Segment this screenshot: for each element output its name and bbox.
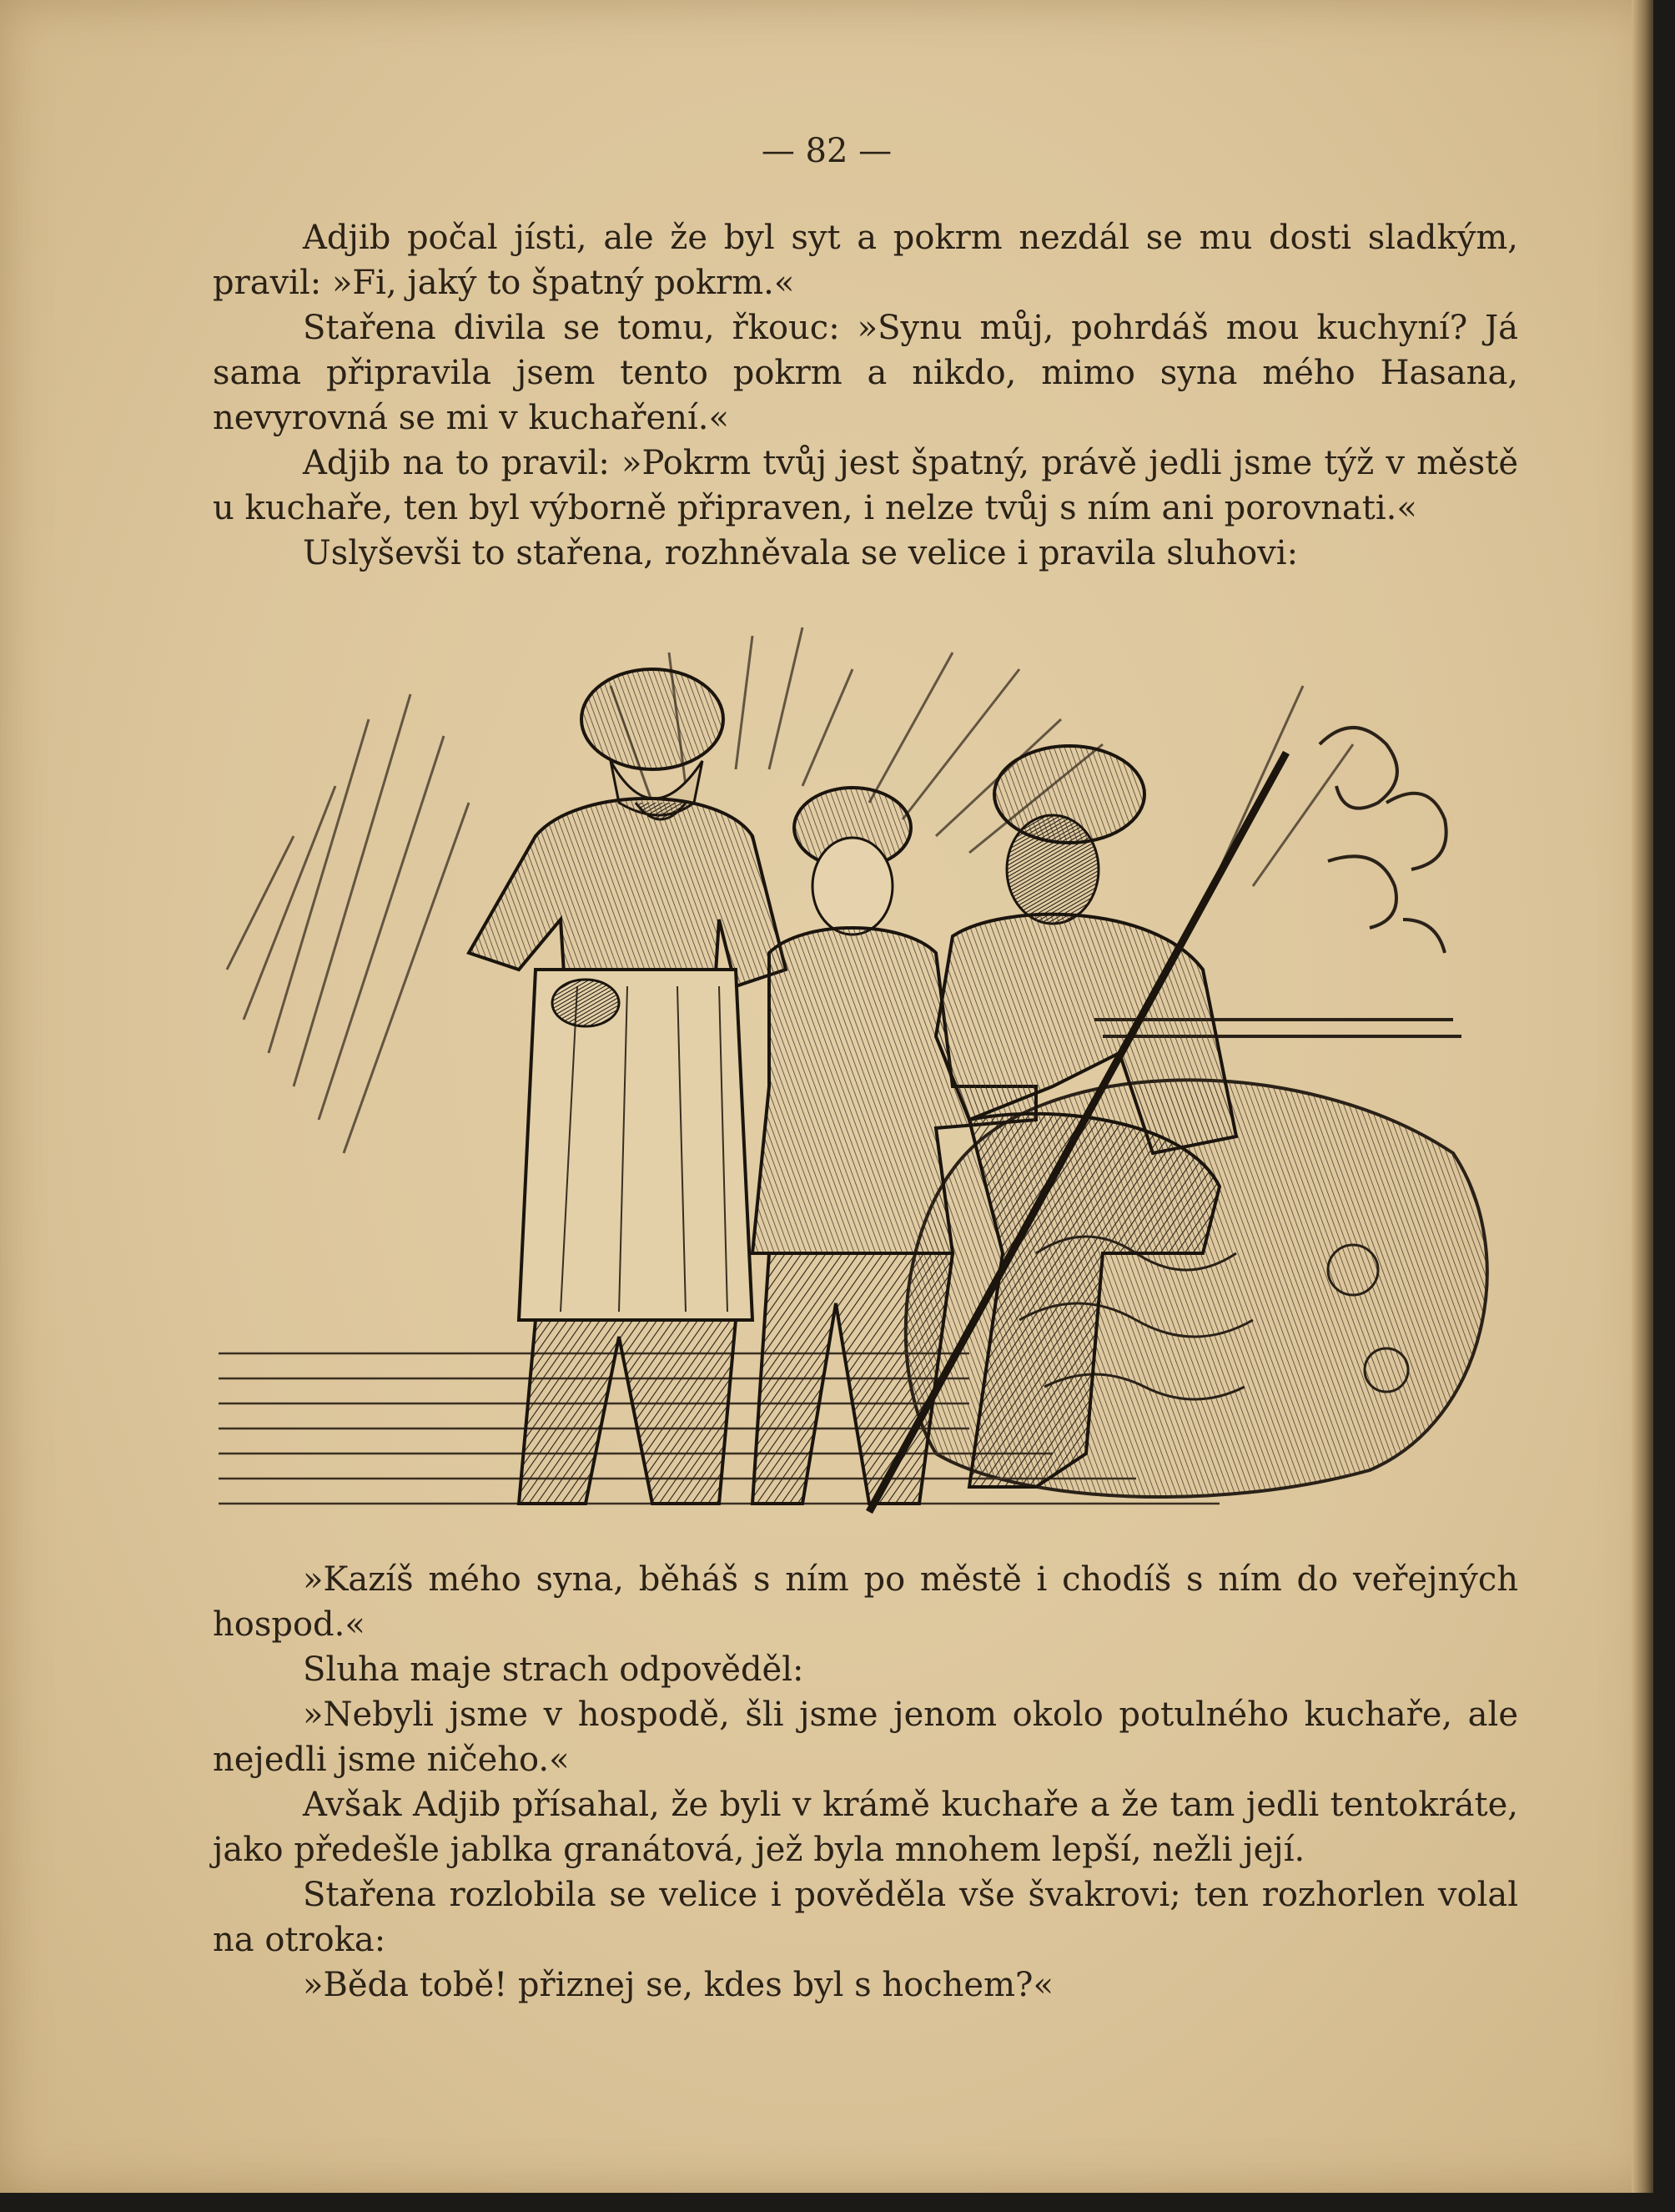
paragraph: Sluha maje strach odpověděl: [303,1650,804,1689]
pomegranate [552,980,619,1026]
page-number: — 82 — [761,132,893,170]
engraving-illustration [219,619,1512,1520]
cook-apron [519,970,752,1320]
text-block-top [213,215,1518,576]
cook-trousers [519,1320,736,1504]
engraving-svg [219,619,1512,1520]
servant-face [1007,815,1099,924]
paragraph: Uslyševši to stařena, rozhněvala se velice i pravila sluhovi: [303,534,1299,572]
paragraph: »Nebyli jsme v hospodě, šli jsme jenom okolo potulného kuchaře, ale nejedli jsme ničeho.« [213,1696,1518,1779]
paragraph: Stařena divila se tomu, řkouc: »Synu můj, pohrdáš mou kuchyní? Já sama připravila jsem tento pokrm a nikdo, mimo syna mého Hasana, nevyrovná se mi v kuchaření.« [213,309,1518,437]
cook-turban [581,669,723,769]
paragraph: Stařena rozlobila se velice i pověděla vše švakrovi; ten rozhorlen volal na otroka: [213,1876,1518,1959]
boy-legs [752,1253,953,1504]
paragraph: »Běda tobě! přiznej se, kdes byl s hochem?« [303,1966,1054,2004]
page-fold-shadow [1632,0,1653,2193]
boy-face [812,838,893,935]
paragraph: Adjib na to pravil: »Pokrm tvůj jest špatný, právě jedli jsme týž v městě u kuchaře, ten byl výborně připraven, i nelze tvůj s ním ani porovnati.« [213,444,1518,527]
paragraph: Avšak Adjib přísahal, že byli v krámě kuchaře a že tam jedli tentokráte, jako předešle jablka granátová, jež byla mnohem lepší, nežli její. [213,1786,1518,1869]
paragraph: »Kazíš mého syna, běháš s ním po městě i chodíš s ním do veřejných hospod.« [213,1560,1518,1644]
paragraph: Adjib počal jísti, ale že byl syt a pokrm nezdál se mu dosti sladkým, pravil: »Fi, jaký to špatný pokrm.« [213,219,1518,302]
text-block-bottom [213,1557,1518,2008]
